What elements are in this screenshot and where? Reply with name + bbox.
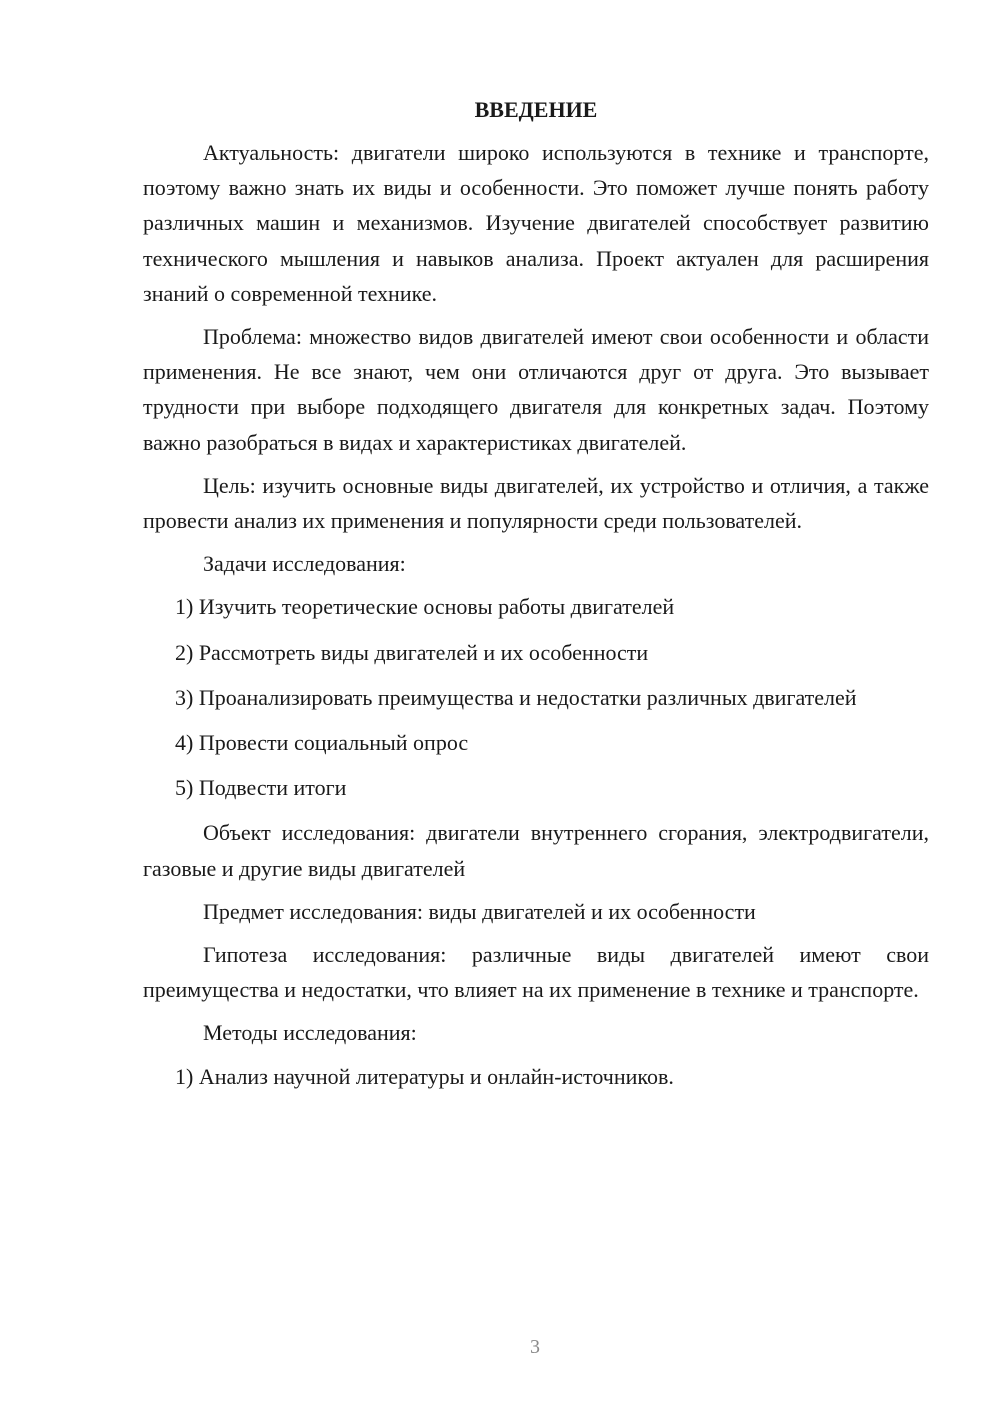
goal-paragraph: Цель: изучить основные виды двигателей, их устройство и отличия, а также провести анализ их применения и популярности среди пользователей. <box>143 472 929 534</box>
object-paragraph: Объект исследования: двигатели внутреннего сгорания, электродвигатели, газовые и другие виды двигателей <box>143 820 929 881</box>
task-item: 4) Провести социальный опрос <box>175 730 469 756</box>
task-item: 2) Рассмотреть виды двигателей и их особенности <box>175 639 649 665</box>
document-page <box>143 95 929 1104</box>
method-item: 1) Анализ научной литературы и онлайн-источников. <box>175 1063 674 1089</box>
subject-paragraph: Предмет исследования: виды двигателей и их особенности <box>203 898 756 924</box>
task-item: 3) Проанализировать преимущества и недостатки различных двигателей <box>175 684 857 710</box>
page-title: ВВЕДЕНИЕ <box>474 97 598 122</box>
problem-paragraph: Проблема: множество видов двигателей имеют свои особенности и области применения. Не все знают, чем они отличаются друг от друга. Это вызывает трудности при выборе подходящего двигателя для конкретных задач. Поэтому важно разобраться в видах и характеристиках двигателей. <box>143 324 929 455</box>
methods-heading: Методы исследования: <box>203 1020 417 1046</box>
task-item: 5) Подвести итоги <box>175 775 347 801</box>
task-item: 1) Изучить теоретические основы работы двигателей <box>175 594 675 620</box>
tasks-heading: Задачи исследования: <box>203 551 406 577</box>
hypothesis-paragraph: Гипотеза исследования: различные виды двигателей имеют свои преимущества и недостатки, что влияет на их применение в технике и транспорте. <box>143 942 929 1003</box>
relevance-paragraph: Актуальность: двигатели широко используются в технике и транспорте, поэтому важно знать их виды и особенности. Это поможет лучше понять работу различных машин и механизмов. Изучение двигателей способствует развитию технического мышления и навыков анализа. Проект актуален для расширения знаний о современной технике. <box>143 140 929 306</box>
page-number: 3 <box>530 1336 540 1358</box>
